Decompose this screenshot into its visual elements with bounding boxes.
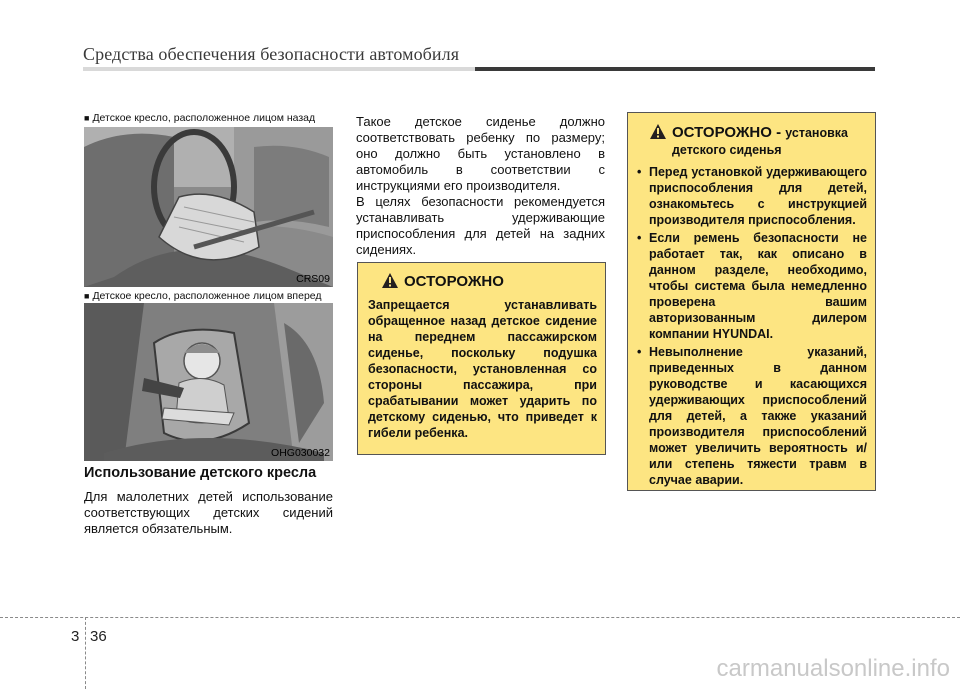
figure1-code: CRS09 <box>296 273 330 285</box>
warning-box-front-seat <box>357 262 606 455</box>
square-bullet-icon: ■ <box>84 291 90 301</box>
warning-bullet: • Перед установкой удерживающего приспособления для детей, ознакомьтесь с инструкцией производителя приспособления. <box>636 164 867 228</box>
warning-title: ОСТОРОЖНО <box>382 273 597 292</box>
watermark: carmanualsonline.info <box>716 655 950 682</box>
page-header-title: Средства обеспечения безопасности автомобиля <box>83 44 460 64</box>
figure2-caption: ■ Детское кресло, расположенное лицом вперед <box>84 290 322 302</box>
warning-box-child-seat-installation <box>627 112 876 491</box>
section-heading: Использование детского кресла <box>84 465 317 481</box>
figure1-photo <box>84 127 333 287</box>
warning-bullet: • Невыполнение указаний, приведенных в данном руководстве и касающихся удерживающих приспособлений для детей, а также указаний производителя приспособлений может увеличить вероятность и/или степень тяжести травм в случае аварии. <box>636 344 867 488</box>
page-number: 36 <box>90 628 107 645</box>
chapter-number: 3 <box>71 628 80 645</box>
section-paragraph: Для малолетних детей использование соответствующих детских сидений является обязательным. <box>84 489 333 536</box>
warning-bullet: • Если ремень безопасности не работает так, как описано в данном разделе, необходимо, чтобы система была немедленно проверена вашим авторизованным дилером компании HYUNDAI. <box>636 230 867 342</box>
warning-text: Запрещается устанавливать обращенное назад детское сидение на переднем пассажирском сиденье, поскольку подушка безопасности, установленная со стороны пассажира, при срабатывании может ударить по детскому сиденью, что приведет к гибели ребенка. <box>368 298 597 440</box>
warning-triangle-icon <box>382 273 398 292</box>
footer-rule <box>0 617 960 618</box>
figure2-photo <box>84 303 333 461</box>
figure2-code: OHG030032 <box>271 447 330 459</box>
warning-triangle-icon <box>650 124 666 143</box>
middle-paragraph-1: Такое детское сиденье должно соответствовать ребенку по размеру; оно должно быть установлено в автомобиль в соответствии с инструкциями его производителя. <box>356 114 605 193</box>
warning-title: ОСТОРОЖНО - установка детского сиденья <box>650 124 867 158</box>
square-bullet-icon: ■ <box>84 113 90 123</box>
warning-list <box>636 164 867 488</box>
footer-divider <box>85 617 86 689</box>
middle-paragraph-2: В целях безопасности рекомендуется устанавливать удерживающие приспособления для детей на задних сидениях. <box>356 194 605 257</box>
figure1-caption: ■ Детское кресло, расположенное лицом назад <box>84 112 316 124</box>
header-rule-accent <box>475 67 875 71</box>
